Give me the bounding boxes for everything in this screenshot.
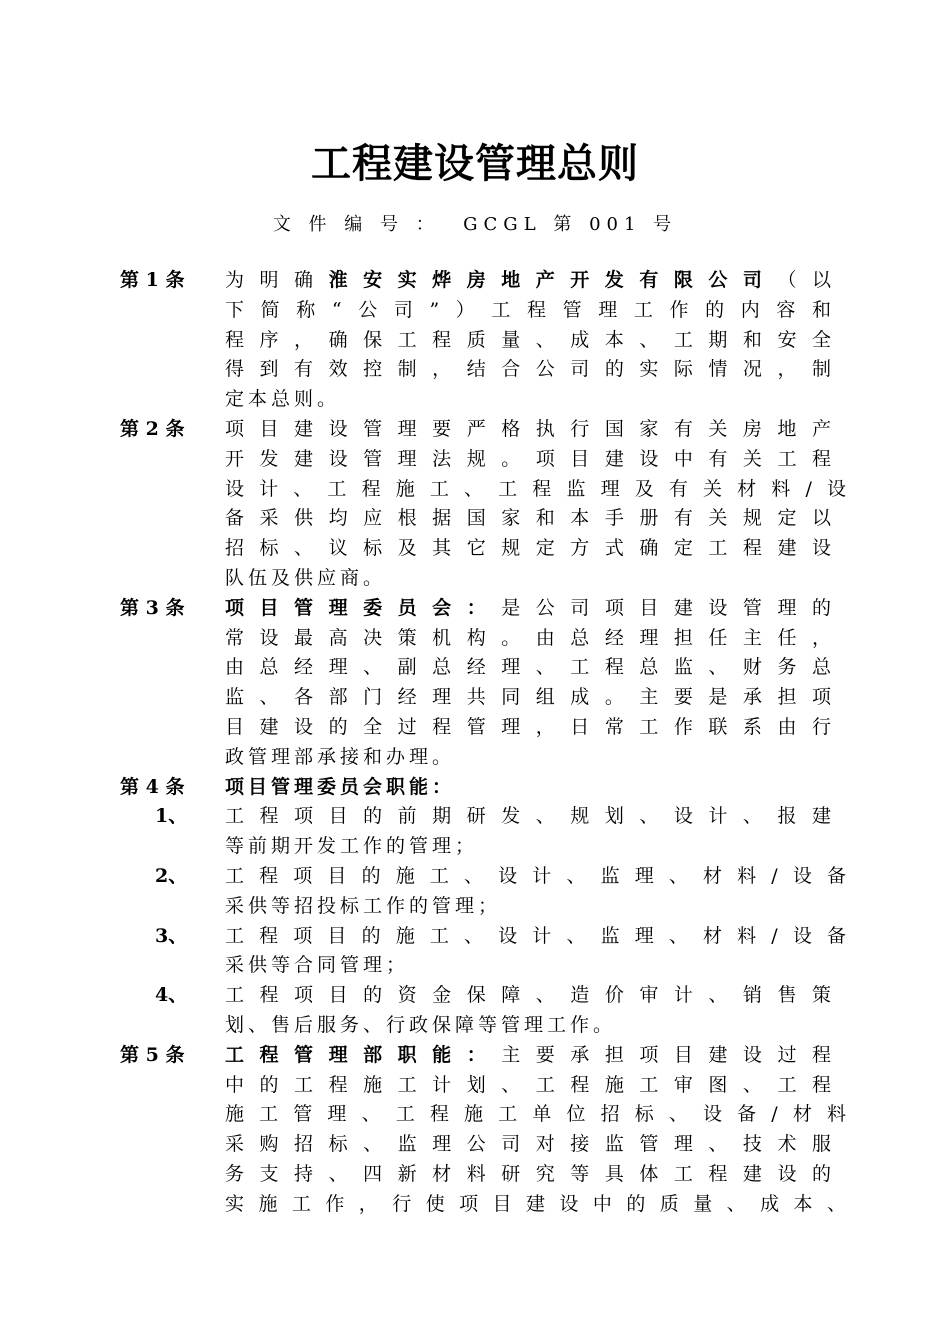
article-1-label: 第 1 条 [120, 269, 185, 291]
list-item-text: 工程项目的施工、设计、监理、材料/设备 [225, 864, 850, 887]
article-2-line-6 [0, 564, 950, 594]
article-3-text: 目建设的全过程管理，日常工作联系由行 [225, 715, 835, 738]
article-2-line-3 [0, 475, 950, 505]
article-1-line-5 [0, 385, 950, 415]
article-5-tail: 主要承担项目建设过程 [501, 1043, 835, 1066]
article-2-line-4 [0, 504, 950, 534]
article-1-text [225, 266, 835, 296]
article-1-line-2 [0, 296, 950, 326]
list-item-number: 3、 [155, 924, 188, 947]
article-4-item-1-line-1 [0, 802, 950, 832]
article-1-line-3 [0, 326, 950, 356]
list-item-text: 划、售后服务、行政保障等管理工作。 [225, 1013, 617, 1036]
article-2-text: 队伍及供应商。 [225, 566, 387, 589]
article-1-tail: （以 [777, 269, 835, 291]
article-4-heading: 项目管理委员会职能： [225, 775, 456, 798]
list-item-text: 工程项目的施工、设计、监理、材料/设备 [225, 924, 850, 947]
article-5-label: 第 5 条 [120, 1043, 185, 1066]
article-2-text: 开发建设管理法规。项目建设中有关工程 [225, 447, 835, 470]
article-5-text: 采购招标、监理公司对接监管理、技术服 [225, 1133, 835, 1156]
article-4-item-2-line-2 [0, 892, 950, 922]
list-item-text: 采供等招投标工作的管理； [225, 894, 502, 917]
article-4-text [225, 773, 835, 803]
article-5-text: 施工管理、工程施工单位招标、设备/材料 [225, 1103, 850, 1126]
article-2-text: 项目建设管理要严格执行国家有关房地产 [225, 417, 835, 440]
article-3-line-5 [0, 713, 950, 743]
list-item-text: 工程项目的资金保障、造价审计、销售策 [225, 984, 835, 1007]
article-3-text: 由总经理、副总经理、工程总监、财务总 [225, 656, 835, 679]
document-body [0, 266, 950, 1220]
article-2-line-1 [0, 415, 950, 445]
list-item-number: 4、 [155, 984, 188, 1007]
article-2-text: 招标、议标及其它规定方式确定工程建设 [225, 537, 835, 560]
article-4-item-1-line-2 [0, 832, 950, 862]
article-1-text: 定本总则。 [225, 388, 341, 411]
article-1-text: 得到有效控制，结合公司的实际情况，制 [225, 358, 835, 381]
article-3-heading: 项目管理委员会： [225, 596, 502, 619]
article-4-item-3-line-1 [0, 922, 950, 952]
list-item-text: 工程项目的前期研发、规划、设计、报建 [225, 805, 835, 828]
article-3-line-1 [0, 594, 950, 624]
article-4-item-4-line-1 [0, 981, 950, 1011]
article-1-line-4 [0, 355, 950, 385]
article-2-label: 第 2 条 [120, 417, 185, 440]
list-item-text: 采供等合同管理； [225, 954, 410, 977]
article-5-line-3 [0, 1100, 950, 1130]
article-5-text: 中的工程施工计划、工程施工审图、工程 [225, 1073, 835, 1096]
article-3-text: 政管理部承接和办理。 [225, 745, 456, 768]
article-4-label: 第 4 条 [120, 775, 185, 798]
article-3-text: 常设最高决策机构。由总经理担任主任， [225, 626, 835, 649]
article-2-line-2 [0, 445, 950, 475]
article-4-line-1 [0, 773, 950, 803]
article-3-line-3 [0, 653, 950, 683]
article-3-text [225, 594, 835, 624]
article-2-text: 备采供均应根据国家和本手册有关规定以 [225, 507, 835, 530]
article-4-item-4-line-2 [0, 1011, 950, 1041]
article-2-line-5 [0, 534, 950, 564]
article-3-tail: 是公司项目建设管理的 [501, 596, 835, 619]
article-3-line-2 [0, 624, 950, 654]
article-3-text: 监、各部门经理共同组成。主要是承担项 [225, 686, 835, 709]
article-1-text: 程序，确保工程质量、成本、工期和安全 [225, 328, 835, 351]
list-item-text: 等前期开发工作的管理； [225, 835, 479, 858]
article-5-text [225, 1041, 835, 1071]
article-2-text: 设计、工程施工、工程监理及有关材料/设 [225, 477, 850, 500]
list-item-number: 1、 [155, 805, 188, 828]
article-5-line-4 [0, 1130, 950, 1160]
document-number: 文 件 编 号 ： GCGL 第 001 号 [272, 214, 678, 235]
article-5-line-1 [0, 1041, 950, 1071]
article-5-line-2 [0, 1071, 950, 1101]
article-3-line-4 [0, 683, 950, 713]
article-1-line-1 [0, 266, 950, 296]
document-title: 工程建设管理总则 [311, 140, 639, 187]
article-3-line-6 [0, 743, 950, 773]
article-4-item-2-line-1 [0, 862, 950, 892]
article-5-line-6 [0, 1190, 950, 1220]
article-1-text: 下简称“公司”）工程管理工作的内容和 [225, 298, 835, 321]
article-4-item-3-line-2 [0, 951, 950, 981]
company-name: 淮安实烨房地产开发有限公司 [328, 269, 778, 291]
article-1-lead: 为明确 [225, 269, 329, 291]
article-5-heading: 工程管理部职能： [225, 1043, 502, 1066]
article-5-line-5 [0, 1160, 950, 1190]
article-5-text: 务支持、四新材料研究等具体工程建设的 [225, 1162, 835, 1185]
article-5-text: 实施工作，行使项目建设中的质量、成本、 [225, 1192, 850, 1215]
article-3-label: 第 3 条 [120, 596, 185, 619]
list-item-number: 2、 [155, 864, 188, 887]
